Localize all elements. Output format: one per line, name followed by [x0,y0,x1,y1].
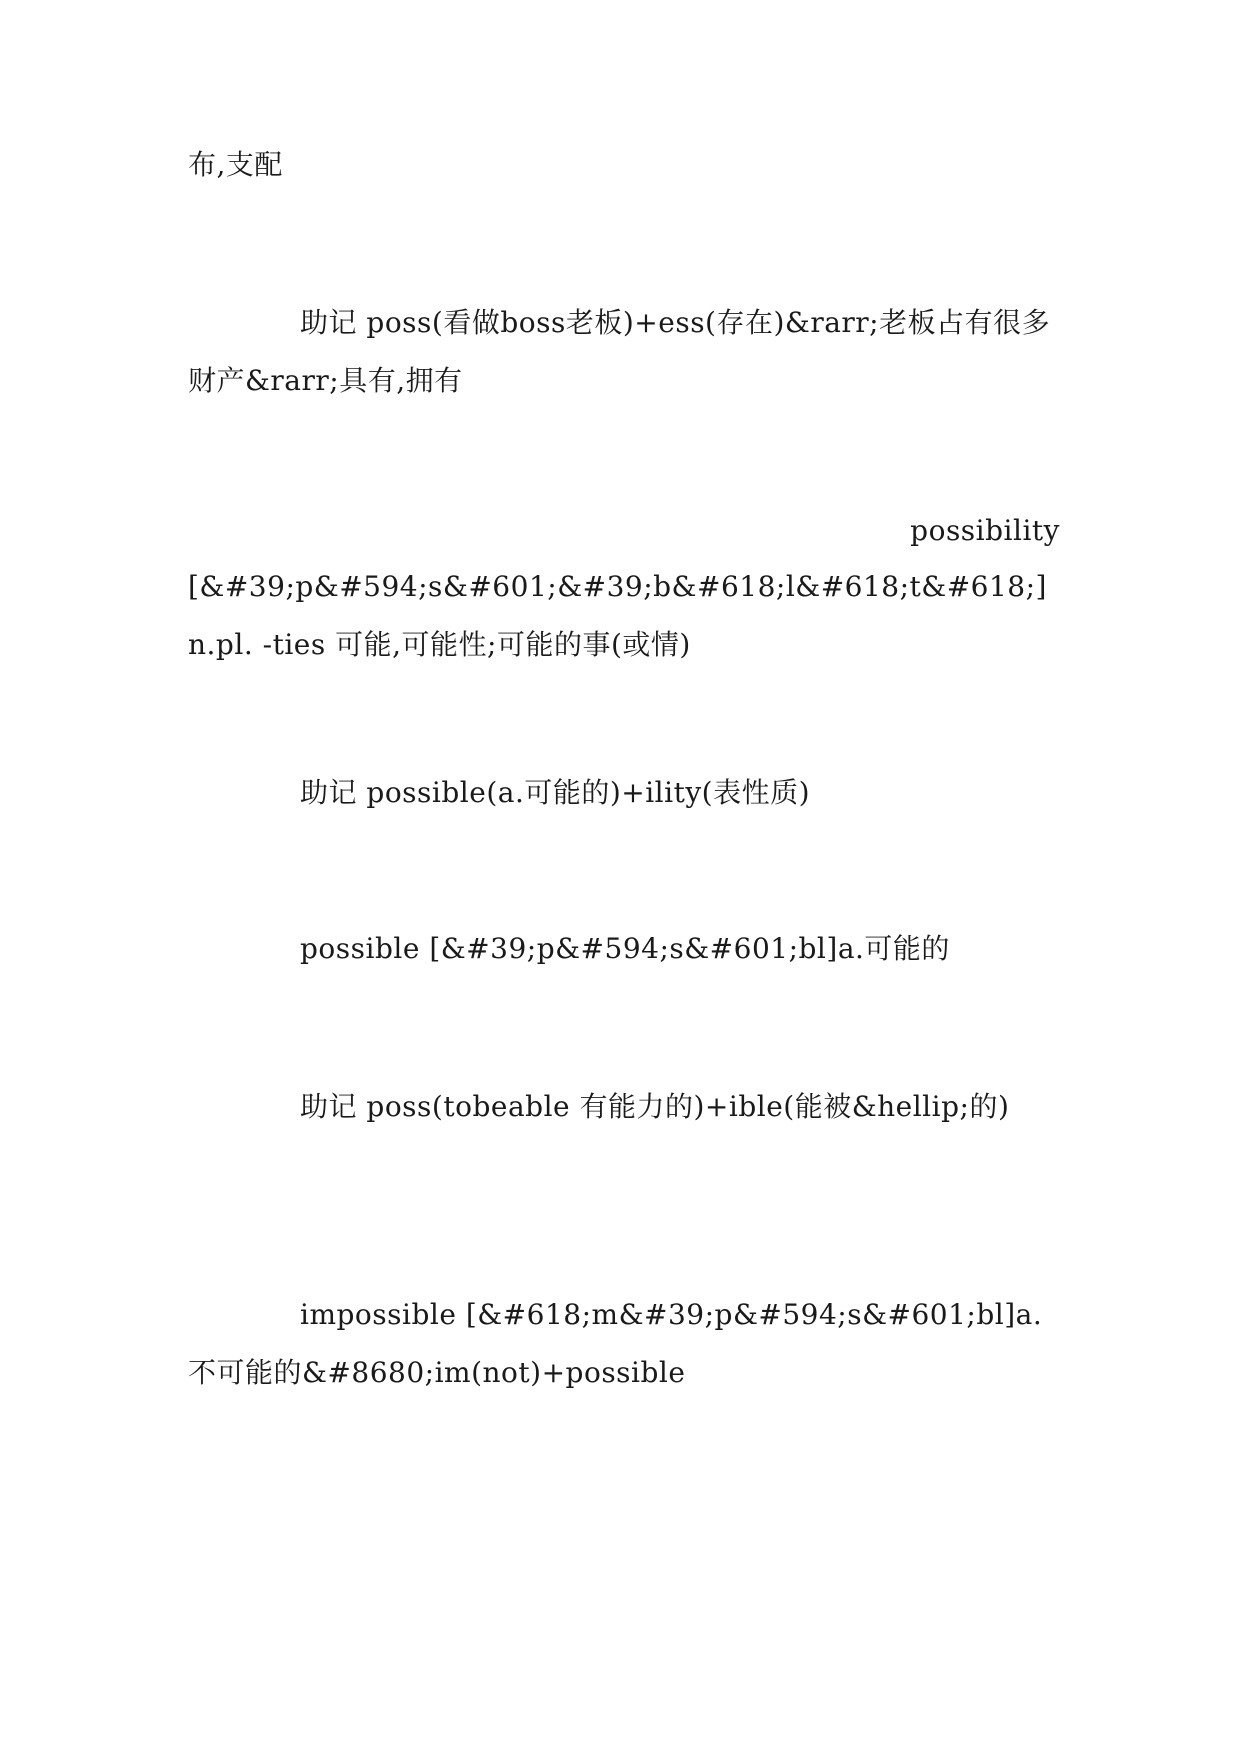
paragraph-mnemonic-possible: 助记 poss(tobeable 有能力的)+ible(能被&hellip;的) [300,1090,1010,1123]
entry-headword-possibility: possibility [910,514,1060,547]
entry-impossible: impossible [&#618;m&#39;p&#594;s&#601;bl]a.不可能的&#8680;im(not)+possible [188,1298,1043,1389]
entry-definition-possibility: [&#39;p&#594;s&#601;&#39;b&#618;l&#618;t&#618;]n.pl. -ties 可能,可能性;可能的事(或情) [188,570,1047,661]
paragraph-continuation: 布,支配 [188,148,283,181]
paragraph-mnemonic-possess: 助记 poss(看做boss老板)+ess(存在)&rarr;老板占有很多财产&rarr;具有,拥有 [188,306,1051,397]
paragraph-mnemonic-possibility: 助记 possible(a.可能的)+ility(表性质) [300,776,811,809]
entry-possible: possible [&#39;p&#594;s&#601;bl]a.可能的 [300,932,950,965]
